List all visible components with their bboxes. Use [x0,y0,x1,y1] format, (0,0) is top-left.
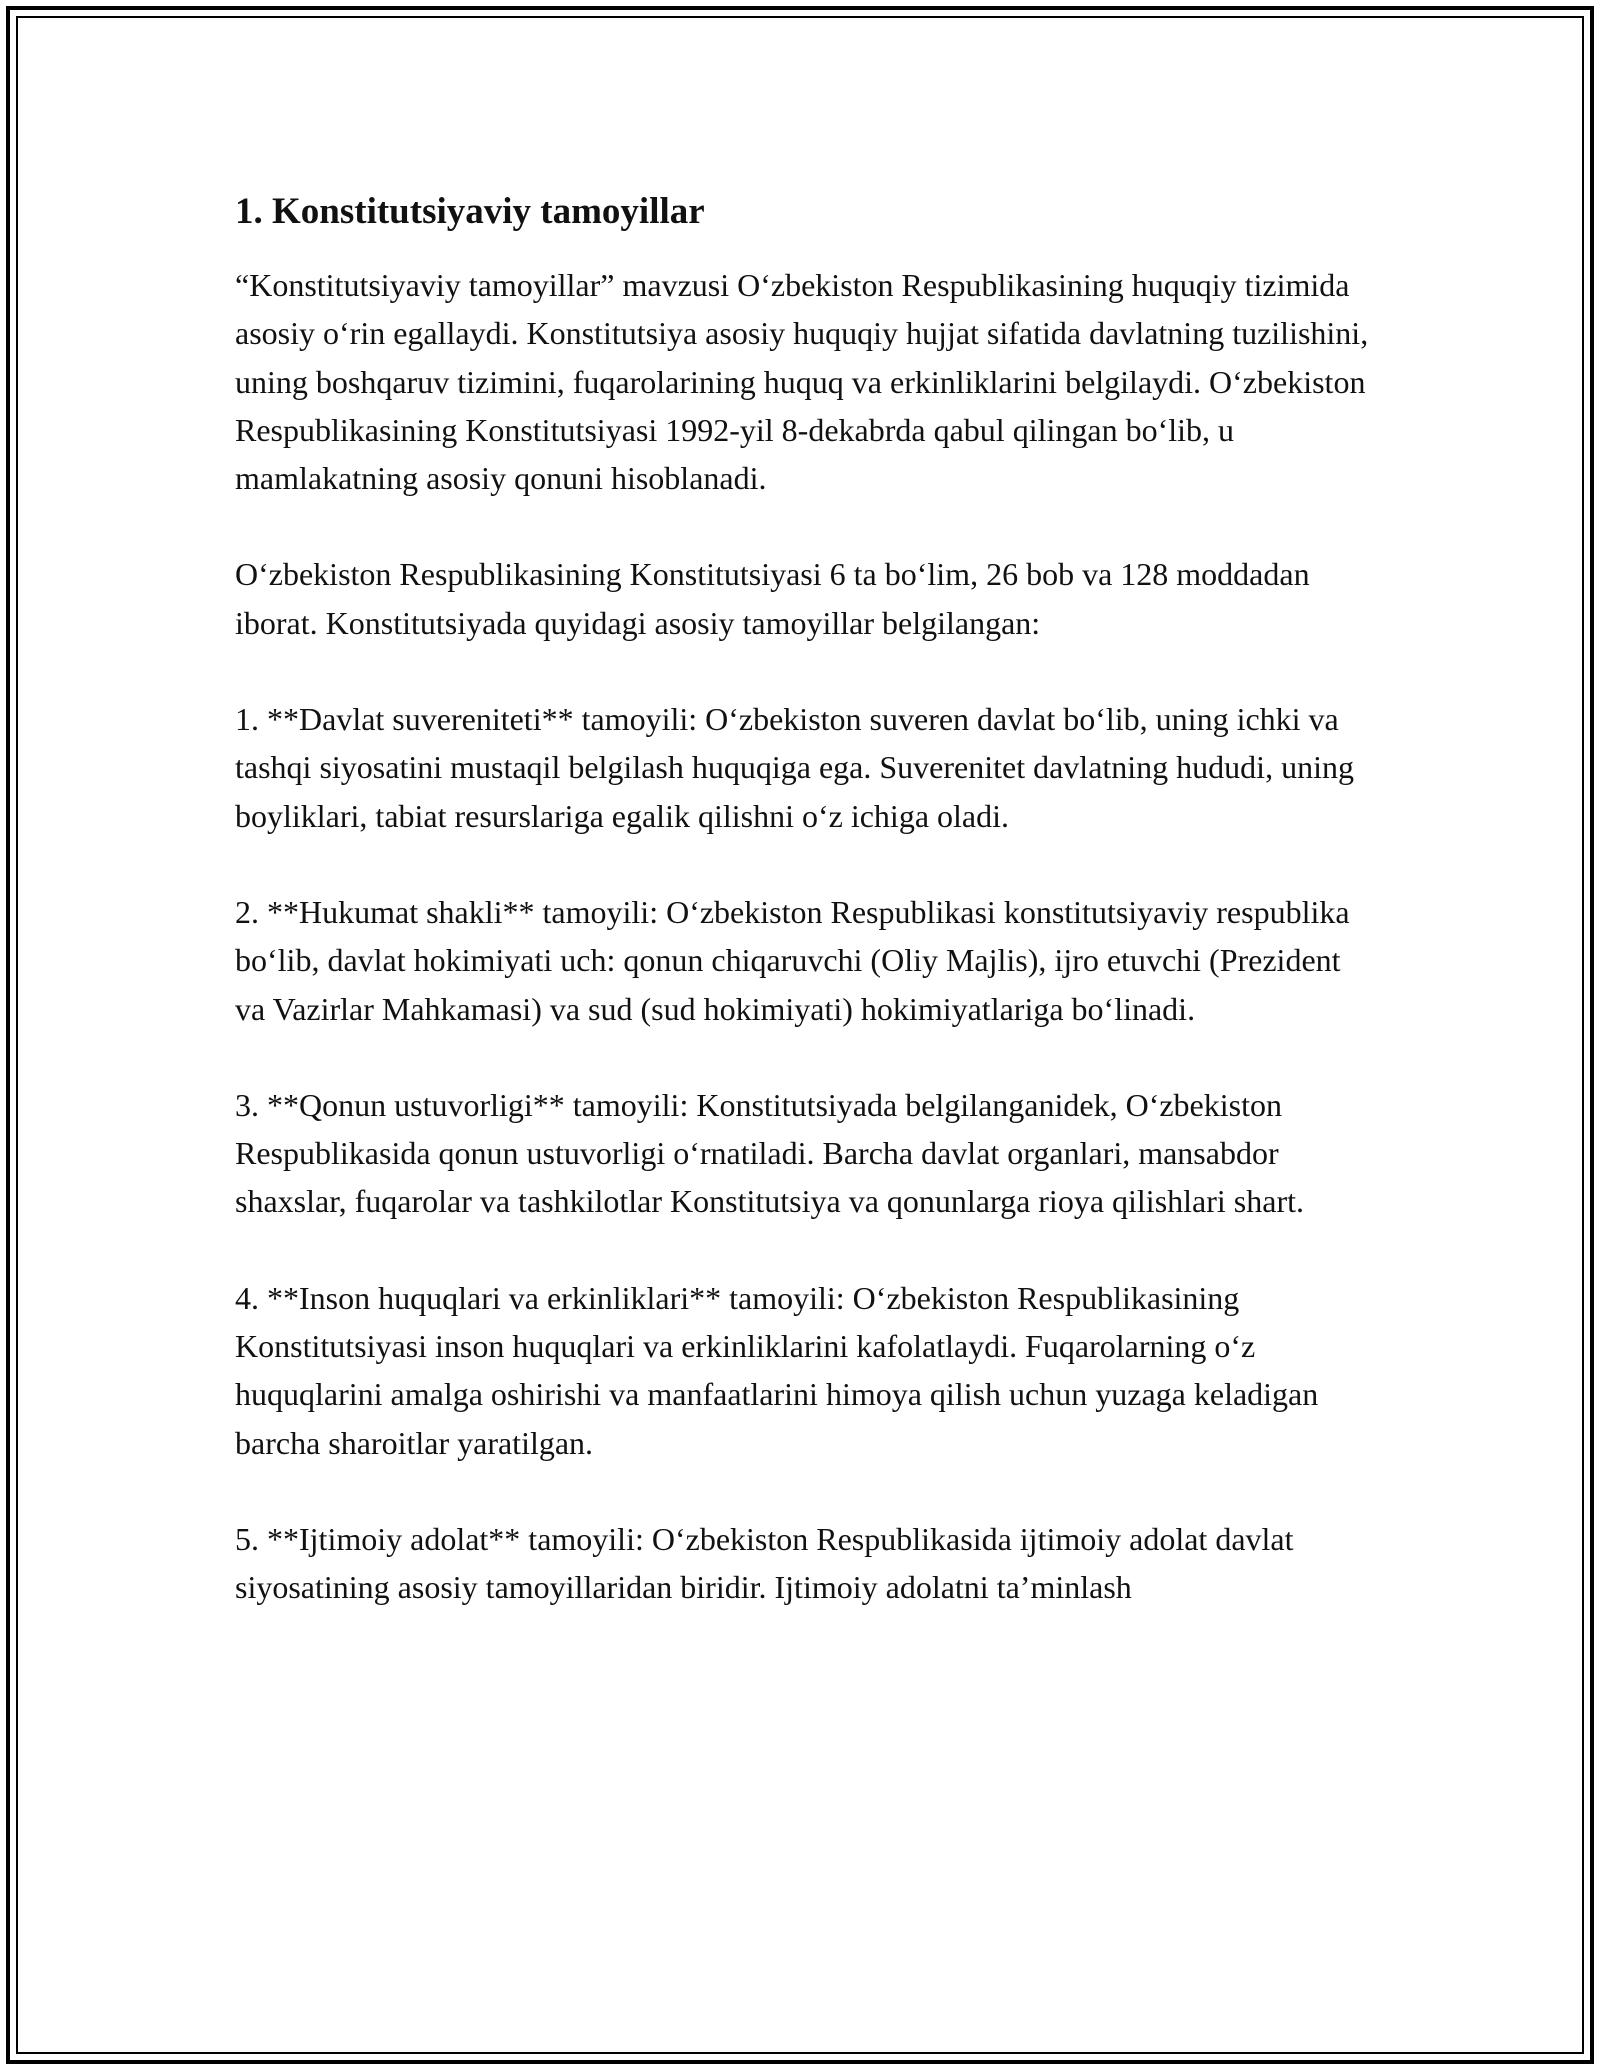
principle-social-justice-paragraph: 5. **Ijtimoiy adolat** tamoyili: O‘zbekiston Respublikasida ijtimoiy adolat davlat siyosatining asosiy tamoyillaridan biridir. Ijtimoiy adolatni ta’minlash [235,1520,1294,1606]
principle-human-rights-paragraph: 4. **Inson huquqlari va erkinliklari** tamoyili: O‘zbekiston Respublikasining Konstitutsiyasi inson huquqlari va erkinliklarini kafolatlaydi. Fuqarolarning o‘z huquqlarini amalga oshirishi va manfaatlarini himoya qilish uchun yuzaga keladigan barcha sharoitlar yaratilgan. [235,1279,1319,1461]
document-body [235,186,1375,1660]
principle-sovereignty-paragraph: 1. **Davlat suvereniteti** tamoyili: O‘zbekiston suveren davlat bo‘lib, uning ichki va tashqi siyosatini mustaqil belgilash huquqiga ega. Suverenitet davlatning hududi, uning boyliklari, tabiat resurslariga egalik qilishni o‘z ichiga oladi. [235,701,1354,834]
intro-paragraph: “Konstitutsiyaviy tamoyillar” mavzusi O‘zbekiston Respublikasining huquqiy tizimida asosiy o‘rin egallaydi. Konstitutsiya asosiy huquqiy hujjat sifatida davlatning tuzilishini, uning boshqaruv tizimini, fuqarolarining huquq va erkinliklarini belgilaydi. O‘zbekiston Respublikasining Konstitutsiyasi 1992-yil 8-dekabrda qabul qilingan bo‘lib, u mamlakatning asosiy qonuni hisoblanadi. [235,267,1369,497]
principle-government-form-paragraph: 2. **Hukumat shakli** tamoyili: O‘zbekiston Respublikasi konstitutsiyaviy respublika bo‘lib, davlat hokimiyati uch: qonun chiqaruvchi (Oliy Majlis), ijro etuvchi (Prezident va Vazirlar Mahkamasi) va sud (sud hokimiyati) hokimiyatlariga bo‘linadi. [235,893,1350,1027]
principle-rule-of-law-paragraph: 3. **Qonun ustuvorligi** tamoyili: Konstitutsiyada belgilanganidek, O‘zbekiston Respublikasida qonun ustuvorligi o‘rnatiladi. Barcha davlat organlari, mansabdor shaxslar, fuqarolar va tashkilotlar Konstitutsiya va qonunlarga rioya qilishlari shart. [235,1086,1304,1220]
document-title: 1. Konstitutsiyaviy tamoyillar [235,191,705,232]
structure-paragraph: O‘zbekiston Respublikasining Konstitutsiyasi 6 ta bo‘lim, 26 bob va 128 moddadan iborat. Konstitutsiyada quyidagi asosiy tamoyillar belgilangan: [235,556,1310,641]
